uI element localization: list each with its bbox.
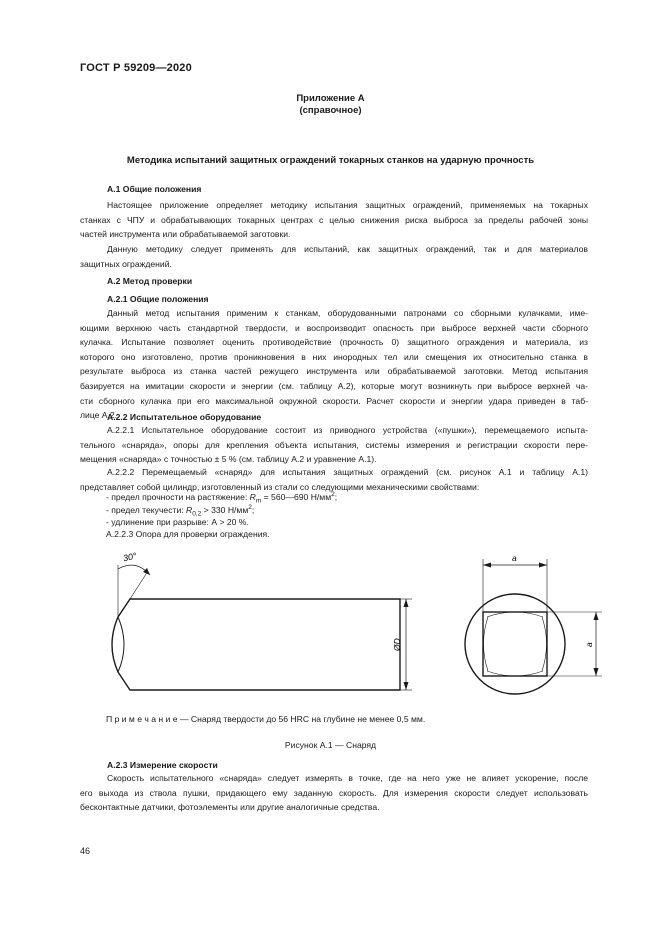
section-a1-paragraph-1: Настоящее приложение определяет методику испытания защитных ограждений, применяемых на токарных станках с ЧПУ и обрабатывающих токарных центрах с целью снижения риска выброса за пределы рабочей зоны частей инструмента или обрабатываемой заготовки. [80, 200, 588, 240]
main-title: Методика испытаний защитных ограждений токарных станков на ударную прочность [126, 155, 535, 166]
diameter-label: ØD [392, 638, 402, 651]
angle-chamfer-line [130, 571, 148, 599]
figure-caption: Рисунок А.1 — Снаряд [284, 740, 377, 750]
dim-a-side-arrow-top [594, 612, 599, 620]
section-a2-heading: А.2 Метод проверки [107, 276, 193, 286]
angle-arrow-head [143, 568, 150, 575]
page-number: 46 [80, 846, 91, 856]
section-a23-heading: А.2.3 Измерение скорости [107, 760, 218, 770]
section-a223-text: А.2.2.3 Опора для проверки ограждения. [106, 529, 270, 539]
dim-a-top-arrow-left [483, 563, 491, 568]
projectile-end-circle [465, 594, 565, 694]
dim-a-side-arrow-bottom [594, 668, 599, 676]
projectile-side-outline [112, 599, 400, 690]
property-yield-strength: - предел текучести: $R_{0,2} > 330$ $Н/мм^2$; [106, 504, 255, 518]
projectile-face-arc [118, 617, 124, 672]
dim-a-top-arrow-right [539, 563, 547, 568]
figure-note: П р и м е ч а н и е — Снаряд твердости до 56 HRC на глубине не менее 0,5 мм. [106, 714, 426, 724]
section-a222-paragraph: А.2.2.2 Перемещаемый «снаряд» для испытания защитных ограждений (см. рисунок А.1 и таблицу А.1) представляет собой цилиндр, изготовленный из стали со следующими механическими свойствами: [80, 467, 588, 492]
projectile-end-inner-arcs [484, 612, 547, 676]
section-a1-heading: А.1 Общие положения [107, 184, 202, 194]
property-elongation: - удлинение при разрыве: А > 20 %. [106, 517, 249, 527]
diameter-arrow-bottom [404, 682, 409, 690]
section-a1-paragraph-2: Данную методику следует применять для испытаний, как защитных ограждений, так и для материалов защитных ограждений. [80, 244, 588, 269]
angle-label: 30° [122, 550, 138, 564]
dim-a-top-label: a [512, 553, 517, 563]
section-a22-heading: А.2.2 Испытательное оборудование [107, 412, 262, 422]
appendix-subtitle: (справочное) [299, 105, 362, 116]
property-tensile-strength: - предел прочности на растяжение: $R_m$ = 560—690 $Н/мм^2$; [106, 491, 338, 505]
figure-projectile-drawing [90, 545, 610, 705]
section-a23-paragraph: Скорость испытательного «снаряда» следует измерять в точке, где на него уже не влияет ускорение, после его выхода из ствола пушки, придающего ему заданную скорость. Для измерения скорости следует использовать бесконтактные датчики, фотоэлементы или другие аналогичные средства. [80, 773, 588, 813]
section-a21-paragraph: Данный метод испытания применим к станкам, оборудованными патронами со сборными кулачками, име- ющими верхнюю часть стандартной твердости, и воспроизводит опасность при выбросе верхней части сборного кулачка. Испытание позволяет оценить противодействие (прочность 0) защитного ограждения и материала, из которого оно изготовлено, против проникновения в них инородных тел или смещения их относительно станка в результате выброса из станка частей режущего инструмента или обрабатываемой заготовки. Метод испытания базируется на имитации скорости и энергии (см. таблицу А.2), которые могут возникнуть при выбросе верхней ча- сти сборного кулачка при его максимальной окружной скорости. Расчет скорости и энергии удара приведен в таб- лице А.2. [80, 308, 588, 421]
dim-a-side-label: a [584, 642, 594, 647]
document-code: ГОСТ Р 59209—2020 [80, 62, 192, 74]
section-a21-heading: А.2.1 Общие положения [107, 294, 209, 304]
projectile-end-square [483, 612, 547, 676]
section-a221-paragraph: А.2.2.1 Испытательное оборудование состоит из приводного устройства («пушки»), перемещаемого испыта- тельного «снаряда», опоры для крепления объекта испытания, системы измерения и регистрации скорости пере- мещения «снаряда» с точностью ± 5 % (см. таблицу А.2 и уравнение А.1). [80, 425, 588, 465]
appendix-title: Приложение А [296, 93, 365, 104]
diameter-arrow-top [404, 599, 409, 607]
